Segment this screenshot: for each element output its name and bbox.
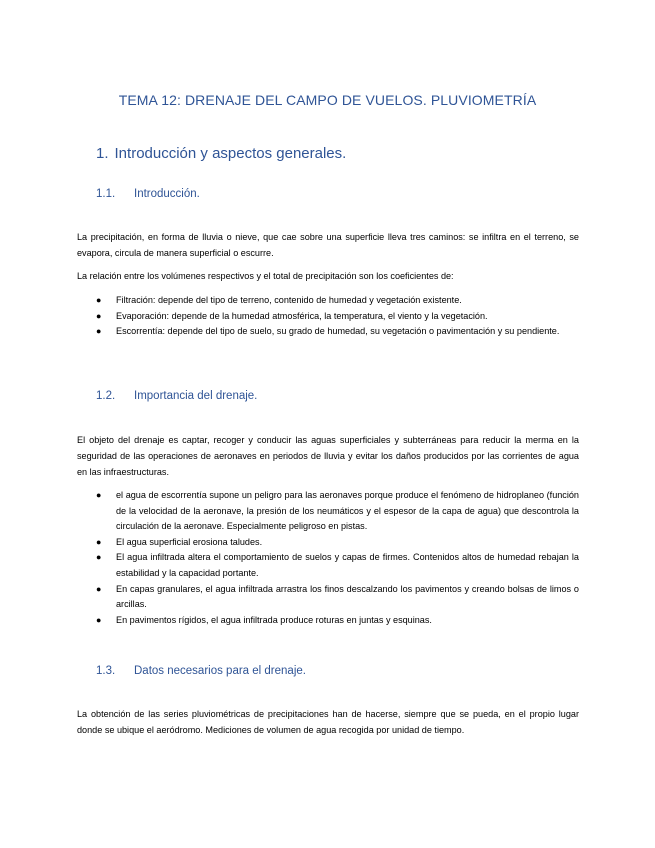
- subsection-title: Introducción.: [134, 188, 200, 200]
- paragraph-drainage-purpose: El objeto del drenaje es captar, recoger y conducir las aguas superficiales y subterráneas para reducir la merma en la seguridad de las operaciones de aeronaves en periodos de lluvia y evitar los daños producidos por las corrientes de agua en las infraestructuras.: [77, 435, 579, 477]
- bullet-dot-icon: ●: [96, 536, 102, 547]
- section-number: 1.: [96, 145, 109, 162]
- list-item: ● El agua superficial erosiona taludes.: [77, 535, 579, 551]
- paragraph-precipitation: La precipitación, en forma de lluvia o nieve, que cae sobre una superficie lleva tres caminos: se infiltra en el terreno, se evapora, circula de manera superficial o escurre.: [77, 232, 579, 258]
- bullet-list-drainage: [77, 488, 579, 628]
- list-item: ● Escorrentía: depende del tipo de suelo, su grado de humedad, su vegetación o pavimentación y su pendiente.: [77, 324, 579, 340]
- list-item: ● Evaporación: depende de la humedad atmosférica, la temperatura, el viento y la vegetación.: [77, 309, 579, 325]
- bullet-dot-icon: ●: [96, 310, 102, 321]
- subsection-title: Datos necesarios para el drenaje.: [134, 665, 306, 677]
- subsection-number: 1.2.: [96, 390, 116, 402]
- subsection-heading-1-2: [96, 390, 257, 402]
- subsection-heading-1-3: [96, 665, 306, 677]
- bullet-dot-icon: ●: [96, 490, 102, 500]
- bullet-dot-icon: ●: [96, 614, 102, 625]
- list-item: ● el agua de escorrentía supone un peligro para las aeronaves porque produce el fenómeno de hidroplaneo (función de la velocidad de la aeronave, la presión de los neumáticos y el espesor de la capa de agua) que descontrola la circulación de la aeronave. Especialmente peligroso en pistas.: [96, 490, 579, 532]
- subsection-heading-1-1: [96, 188, 200, 200]
- paragraph-coefficients: La relación entre los volúmenes respectivos y el total de precipitación son los coeficientes de:: [77, 271, 454, 281]
- section-title: Introducción y aspectos generales.: [114, 145, 347, 162]
- bullet-dot-icon: ●: [96, 583, 102, 594]
- bullet-dot-icon: ●: [96, 295, 102, 305]
- subsection-number: 1.1.: [96, 188, 116, 200]
- list-item: ● En capas granulares, el agua infiltrada arrastra los finos descalzando los pavimentos y creando bolsas de limos o arcillas.: [96, 583, 579, 610]
- list-item: ● El agua infiltrada altera el comportamiento de suelos y capas de firmes. Contenidos altos de humedad rebajan la estabilidad y la capacidad portante.: [96, 552, 579, 578]
- bullet-dot-icon: ●: [96, 552, 102, 563]
- document-title: TEMA 12: DRENAJE DEL CAMPO DE VUELOS. PLUVIOMETRÍA: [118, 92, 537, 108]
- list-item: ● En pavimentos rígidos, el agua infiltrada produce roturas en juntas y esquinas.: [77, 613, 579, 629]
- subsection-title: Importancia del drenaje.: [134, 390, 258, 402]
- subsection-number: 1.3.: [96, 665, 116, 677]
- bullet-list-coefficients: [77, 293, 579, 340]
- paragraph-pluviometric-data: La obtención de las series pluviométricas de precipitaciones han de hacerse, siempre que se pueda, en el propio lugar donde se ubique el aeródromo. Mediciones de volumen de agua recogida por unidad de tiempo.: [77, 709, 579, 735]
- section-heading-1: [96, 145, 346, 162]
- bullet-dot-icon: ●: [96, 326, 102, 337]
- list-item: ● Filtración: depende del tipo de terreno, contenido de humedad y vegetación existente.: [77, 293, 579, 309]
